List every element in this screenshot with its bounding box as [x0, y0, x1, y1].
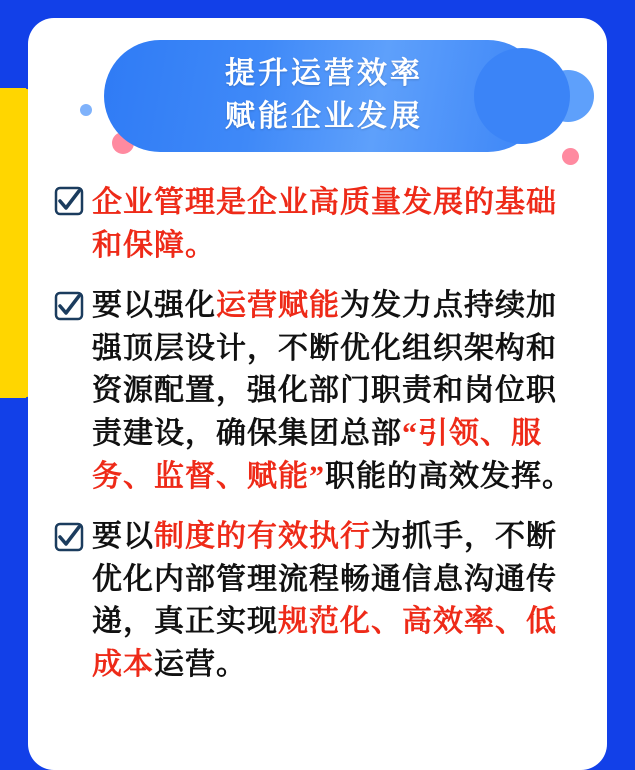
paragraph-3-text	[92, 516, 581, 686]
paragraph-3-segment-4: 规范化、高效率、低成本	[92, 605, 557, 681]
banner-title-line2: 赋能企业发展	[225, 100, 423, 133]
paragraph-1	[54, 182, 581, 267]
checkbox-checked-icon	[54, 291, 84, 321]
paragraph-2	[54, 285, 581, 498]
paragraph-2-segment-1: 要以强化	[92, 289, 216, 323]
paragraph-2-text	[92, 285, 581, 498]
paragraph-3-segment-2: 制度的有效执行	[154, 520, 371, 554]
content-card	[28, 18, 607, 770]
paragraph-2-segment-3: 为发力点持续加强顶层设计，不断优化组织架构和资源配置，强化部门职责和岗位职责建设，确保集团总部	[92, 289, 557, 450]
banner-title	[104, 40, 544, 152]
paragraph-2-segment-5: 职能的高效发挥。	[325, 459, 573, 493]
paragraph-2-segment-4: “引领、服务、监督、赋能”	[92, 416, 542, 493]
header-banner	[50, 40, 585, 160]
paragraph-1-segment-1: 企业管理是企业高质量发展的基础和保障。	[92, 186, 557, 262]
decorative-dot-blue	[80, 104, 92, 116]
paragraph-2-segment-2: 运营赋能	[216, 289, 340, 323]
paragraph-3-segment-5: 运营。	[154, 647, 247, 681]
decorative-dot-pink-right	[562, 148, 579, 165]
yellow-accent-shape-inner	[0, 88, 26, 398]
checkbox-checked-icon	[54, 186, 84, 216]
paragraph-3	[54, 516, 581, 686]
article-body	[28, 160, 607, 687]
paragraph-3-segment-3: 为抓手，不断优化内部管理流程畅通信息沟通传递，真正实现	[92, 520, 557, 639]
checkbox-checked-icon	[54, 522, 84, 552]
paragraph-1-text	[92, 182, 581, 267]
banner-title-line1: 提升运营效率	[225, 57, 423, 91]
paragraph-3-segment-1: 要以	[92, 520, 154, 554]
